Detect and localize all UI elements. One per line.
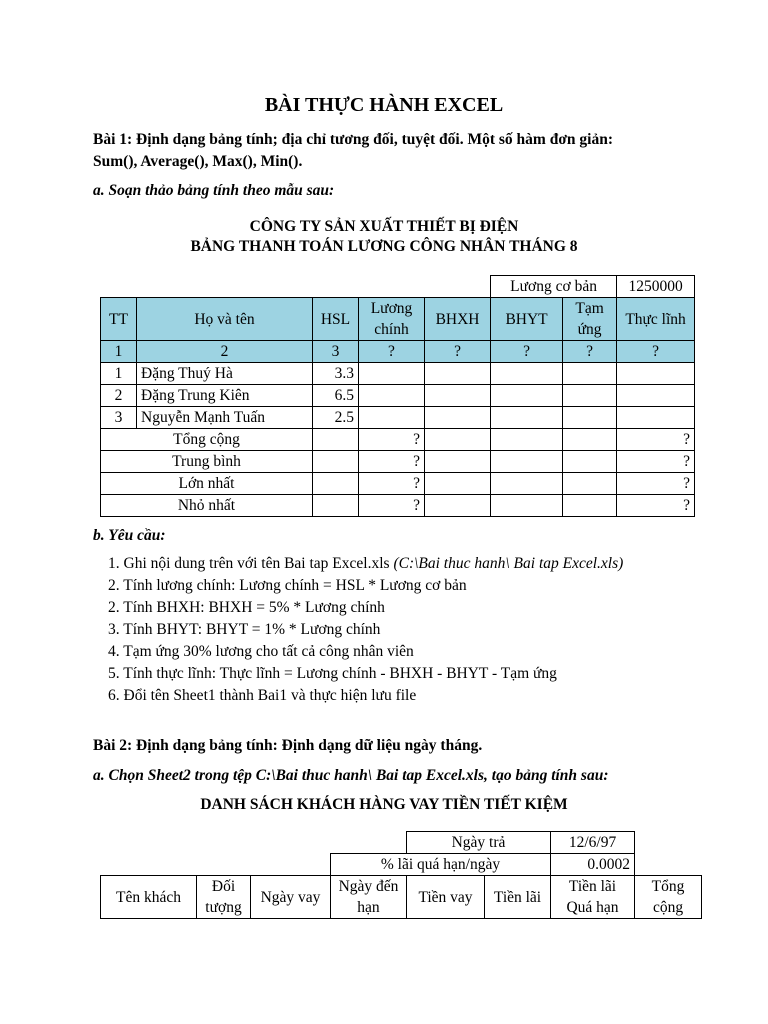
row-tt: 3 — [101, 407, 137, 429]
col-header-hsl: HSL — [313, 298, 359, 341]
pay-date-label: Ngày trả — [407, 832, 551, 854]
col-header-name: Họ và tên — [137, 298, 313, 341]
file-path: (C:\Bai thuc hanh\ Bai tap Excel.xls) — [393, 555, 624, 572]
row-hsl: 3.3 — [313, 363, 359, 385]
row-name: Nguyễn Mạnh Tuấn — [137, 407, 313, 429]
table-row — [101, 385, 695, 407]
row-name: Đặng Trung Kiên — [137, 385, 313, 407]
col-header-loan-date: Ngày vay — [251, 876, 331, 919]
pay-date-value: 12/6/97 — [551, 832, 635, 854]
requirement-item: 6. Đổi tên Sheet1 thành Bai1 và thực hiện lưu file — [108, 687, 417, 704]
column-number: 3 — [313, 341, 359, 363]
summary-row — [101, 451, 695, 473]
column-number: ? — [563, 341, 617, 363]
summary-label: Nhỏ nhất — [101, 495, 313, 517]
bai1-part-a: a. Soạn thảo bảng tính theo mẫu sau: — [93, 182, 335, 199]
overdue-rate-label: % lãi quá hạn/ngày — [331, 854, 551, 876]
table-row — [101, 407, 695, 429]
requirement-item: 2. Tính lương chính: Lương chính = HSL * Lương cơ bản — [108, 577, 467, 594]
col-header-tt: TT — [101, 298, 137, 341]
summary-net: ? — [617, 451, 695, 473]
requirement-item: 5. Tính thực lĩnh: Thực lĩnh = Lương chính - BHXH - BHYT - Tạm ứng — [108, 665, 557, 682]
summary-main: ? — [359, 495, 425, 517]
bai1-heading-line1: Bài 1: Định dạng bảng tính; địa chỉ tương đối, tuyệt đối. Một số hàm đơn giản: — [93, 131, 613, 148]
col-header-total: Tổng cộng — [635, 876, 702, 919]
table-row — [101, 363, 695, 385]
column-number: ? — [425, 341, 491, 363]
summary-label: Trung bình — [101, 451, 313, 473]
col-header-interest: Tiền lãi — [485, 876, 551, 919]
column-number-row — [101, 341, 695, 363]
requirement-item: 3. Tính BHYT: BHYT = 1% * Lương chính — [108, 621, 381, 638]
summary-row — [101, 495, 695, 517]
column-number: ? — [617, 341, 695, 363]
col-header-main-salary: Lương chính — [359, 298, 425, 341]
col-header-net: Thực lĩnh — [617, 298, 695, 341]
base-salary-label: Lương cơ bản — [491, 276, 617, 298]
overdue-rate-value: 0.0002 — [551, 854, 635, 876]
col-header-advance: Tạm ứng — [563, 298, 617, 341]
row-tt: 1 — [101, 363, 137, 385]
summary-main: ? — [359, 429, 425, 451]
summary-row — [101, 429, 695, 451]
bai2-part-a: a. Chọn Sheet2 trong tệp C:\Bai thuc hanh\ Bai tap Excel.xls, tạo bảng tính sau: — [93, 767, 609, 784]
salary-table-title: BẢNG THANH TOÁN LƯƠNG CÔNG NHÂN THÁNG 8 — [190, 238, 578, 255]
row-hsl: 2.5 — [313, 407, 359, 429]
bai1-part-b: b. Yêu cầu: — [93, 527, 166, 544]
summary-net: ? — [617, 429, 695, 451]
summary-net: ? — [617, 473, 695, 495]
row-name: Đặng Thuý Hà — [137, 363, 313, 385]
requirements-list — [108, 553, 623, 707]
summary-main: ? — [359, 473, 425, 495]
column-number: 1 — [101, 341, 137, 363]
page-title: BÀI THỰC HÀNH EXCEL — [264, 94, 504, 116]
column-number: ? — [359, 341, 425, 363]
row-hsl: 6.5 — [313, 385, 359, 407]
overdue-rate-row — [101, 854, 702, 876]
salary-table — [100, 275, 695, 517]
col-header-bhyt: BHYT — [491, 298, 563, 341]
bai1-heading — [93, 129, 693, 173]
base-salary-value: 1250000 — [617, 276, 695, 298]
loan-table — [100, 831, 702, 919]
row-tt: 2 — [101, 385, 137, 407]
pay-date-row — [101, 832, 702, 854]
header-row — [101, 298, 695, 341]
col-header-loan-amount: Tiền vay — [407, 876, 485, 919]
col-header-due-date: Ngày đến hạn — [331, 876, 407, 919]
col-header-customer: Tên khách — [101, 876, 197, 919]
bai1-heading-line2: Sum(), Average(), Max(), Min(). — [93, 153, 303, 170]
summary-row — [101, 473, 695, 495]
requirement-item: 4. Tạm ứng 30% lương cho tất cả công nhân viên — [108, 643, 414, 660]
summary-net: ? — [617, 495, 695, 517]
summary-main: ? — [359, 451, 425, 473]
requirement-item: 2. Tính BHXH: BHXH = 5% * Lương chính — [108, 599, 385, 616]
col-header-overdue-interest: Tiền lãi Quá hạn — [551, 876, 635, 919]
requirement-item: 1. Ghi nội dung trên với tên Bai tap Excel.xls (C:\Bai thuc hanh\ Bai tap Excel.xls) — [108, 555, 624, 572]
column-number: 2 — [137, 341, 313, 363]
col-header-bhxh: BHXH — [425, 298, 491, 341]
bai2-heading: Bài 2: Định dạng bảng tính: Định dạng dữ liệu ngày tháng. — [93, 737, 483, 754]
summary-label: Tổng cộng — [101, 429, 313, 451]
summary-label: Lớn nhất — [101, 473, 313, 495]
loan-header-row — [101, 876, 702, 919]
company-name: CÔNG TY SẢN XUẤT THIẾT BỊ ĐIỆN — [249, 218, 519, 235]
col-header-type: Đối tượng — [197, 876, 251, 919]
base-salary-row — [101, 276, 695, 298]
loan-table-title: DANH SÁCH KHÁCH HÀNG VAY TIỀN TIẾT KIỆM — [200, 796, 568, 813]
column-number: ? — [491, 341, 563, 363]
